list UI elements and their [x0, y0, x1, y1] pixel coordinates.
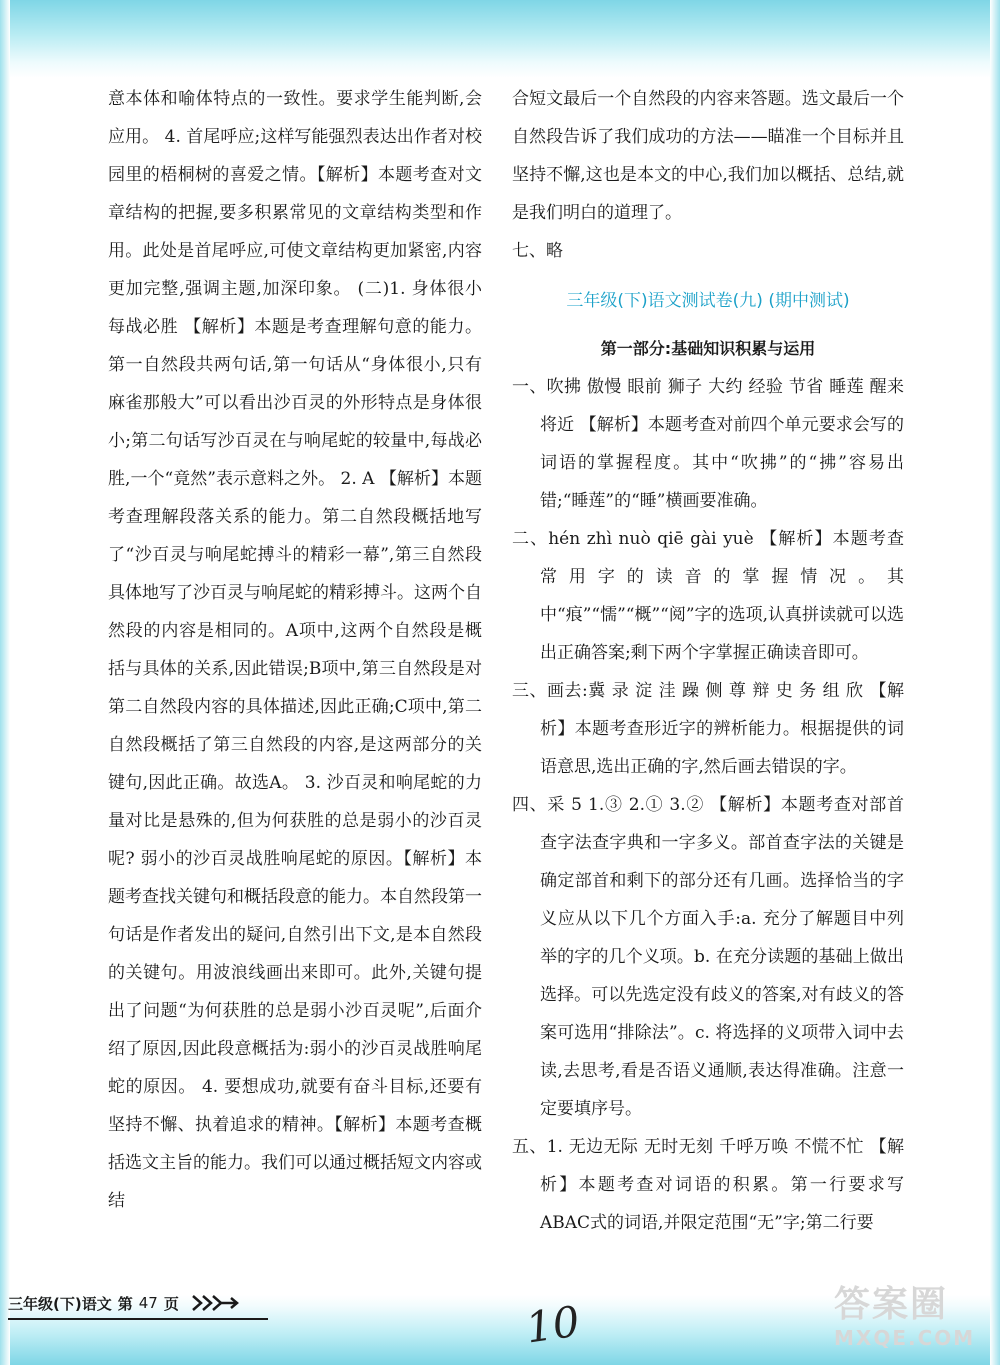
left-column-text: 意本体和喻体特点的一致性。要求学生能判断,会应用。 4. 首尾呼应;这样写能强烈表达出作者对校园里的梧桐树的喜爱之情。【解析】本题考查对文章结构的把握,要多积累常见的文章结构类型和作用。此处是首尾呼应,可使文章结构更加紧密,内容更加完整,强调主题,加深印象。 (二)1. 身体很小 每战必胜 【解析】本题是考查理解句意的能力。第一自然段共两句话,第一句话从“身体很小,只有麻雀那般大”可以看出沙百灵的外形特点是身体很小;第二句话写沙百灵在与响尾蛇的较量中,每战必胜,一个“竟然”表示意料之外。 2. A 【解析】本题考查理解段落关系的能力。第二自然段概括地写了“沙百灵与响尾蛇搏斗的精彩一幕”,第三自然段具体地写了沙百灵与响尾蛇的精彩搏斗。这两个自然段的内容是相同的。A项中,这两个自然段是概括与具体的关系,因此错误;B项中,第三自然段是对第二自然段内容的具体描述,因此正确;C项中,第二自然段概括了第三自然段的内容,是这两部分的关键句,因此正确。故选A。 3. 沙百灵和响尾蛇的力量对比是悬殊的,但为何获胜的总是弱小的沙百灵呢? 弱小的沙百灵战胜响尾蛇的原因。【解析】本题考查找关键句和概括段意的能力。本自然段第一句话是作者发出的疑问,自然引出下文,是本自然段的关键句。用波浪线画出来即可。此外,关键句提出了问题“为何获胜的总是弱小沙百灵呢”,后面介绍了原因,因此段意概括为:弱小的沙百灵战胜响尾蛇的原因。 4. 要想成功,就要有奋斗目标,还要有坚持不懈、执着追求的精神。【解析】本题考查概括选文主旨的能力。我们可以通过概括短文内容或结 [108, 89, 482, 1211]
watermark-cn: 答案圈 [834, 1284, 949, 1325]
page-footer [8, 1289, 239, 1317]
right-decorative-edge [990, 0, 1000, 1365]
footer-page-prefix: 第 [117, 1294, 133, 1313]
left-decorative-edge [0, 0, 10, 1365]
answer-item-one: 一、吹拂 傲慢 眼前 狮子 大约 经验 节省 睡莲 醒来 将近 【解析】本题考查对前四个单元要求会写的词语的掌握程度。其中“吹拂”的“拂”容易出错;“睡莲”的“睡”横画要准确。 [512, 377, 904, 511]
item-seven: 七、略 [512, 241, 563, 261]
continuation-paragraph: 合短文最后一个自然段的内容来答题。选文最后一个自然段告诉了我们成功的方法——瞄准一个目标并且坚持不懈,这也是本文的中心,我们加以概括、总结,就是我们明白的道理了。 [512, 89, 904, 223]
answer-item-four: 四、采 5 1.③ 2.① 3.② 【解析】本题考查对部首查字法查字典和一字多义。部首查字法的关键是确定部首和剩下的部分还有几画。选择恰当的字义应从以下几个方面入手:a. 充分了解题目中列举的字的几个义项。b. 在充分读题的基础上做出选择。可以先选定没有歧义的答案,对有歧义的答案可选用“排除法”。c. 将选择的义项带入词中去读,去思考,看是否语义通顺,表达得准确。注意一定要填序号。 [512, 795, 904, 1119]
handwritten-number: 10 [522, 1296, 583, 1353]
chevron-arrows-icon [191, 1294, 239, 1312]
top-decorative-band [0, 0, 1000, 78]
left-column [108, 80, 482, 1220]
answer-item-five: 五、1. 无边无际 无时无刻 千呼万唤 不慌不忙 【解析】本题考查对词语的积累。第一行要求写ABAC式的词语,并限定范围“无”字;第二行要 [512, 1137, 904, 1233]
right-column [512, 80, 904, 1242]
test-title: 三年级(下)语文测试卷(九) (期中测试) [566, 291, 850, 311]
answer-item-three: 三、画去:冀 录 淀 洼 躁 侧 尊 辩 史 务 组 欣 【解析】本题考查形近字的辨析能力。根据提供的词语意思,选出正确的字,然后画去错误的字。 [512, 681, 904, 777]
part-title: 第一部分:基础知识积累与运用 [600, 339, 816, 358]
footer-underline [8, 1318, 268, 1320]
footer-label: 三年级(下)语文 [8, 1294, 112, 1313]
footer-page-suffix: 页 [163, 1294, 179, 1313]
footer-page-number: 47 [138, 1294, 158, 1312]
answer-item-two: 二、hén zhì nuò qiē gài yuè 【解析】本题考查常用字的读音的掌握情况。其中“痕”“懦”“概”“阅”字的选项,认真拼读就可以选出正确答案;剩下两个字掌握正确读音即可。 [512, 529, 904, 663]
watermark-logo [834, 1283, 984, 1355]
watermark-en: MXQE.COM [834, 1326, 976, 1350]
